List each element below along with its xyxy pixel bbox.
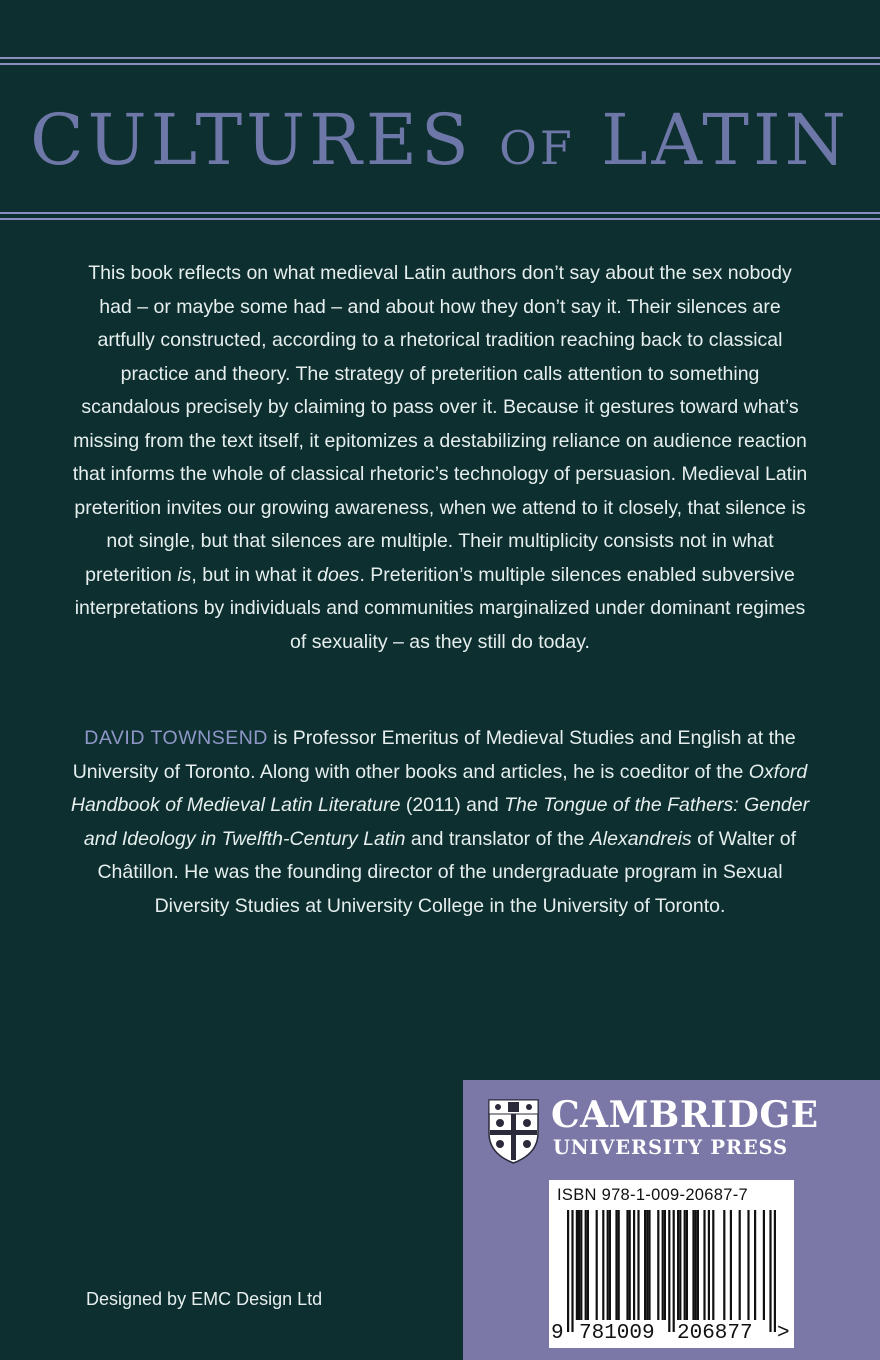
- barcode-bar: [615, 1210, 617, 1320]
- barcode-bar: [723, 1210, 725, 1320]
- barcode-bar: [739, 1210, 741, 1320]
- barcode-bar: [607, 1210, 609, 1320]
- barcode-bar: [644, 1210, 646, 1320]
- barcode-guard-bar: [769, 1210, 771, 1332]
- barcode-bar: [662, 1210, 664, 1320]
- barcode-right-digits: 206877: [677, 1322, 753, 1345]
- series-word-latin: LATIN: [601, 99, 850, 181]
- barcode-guard-bar: [673, 1210, 675, 1332]
- barcode-bar: [637, 1210, 639, 1320]
- barcode-bar: [626, 1210, 628, 1320]
- publisher-panel: [463, 1080, 880, 1360]
- barcode-bar: [580, 1210, 582, 1320]
- barcode-bar: [692, 1210, 694, 1320]
- series-word-cultures: CULTURES: [30, 99, 473, 181]
- barcode-bar: [686, 1210, 688, 1320]
- barcode-digits: [549, 1322, 794, 1348]
- barcode-bar: [747, 1210, 749, 1320]
- barcode-guard-bar: [571, 1210, 573, 1332]
- barcode-bar: [695, 1210, 697, 1320]
- barcode-bar: [708, 1210, 710, 1320]
- barcode-bar: [596, 1210, 598, 1320]
- barcode-guard-bar: [668, 1210, 670, 1332]
- barcode-bar: [712, 1210, 714, 1320]
- barcode-bar: [763, 1210, 765, 1320]
- author-name: DAVID TOWNSEND: [84, 727, 268, 749]
- barcode-bar: [754, 1210, 756, 1320]
- top-rule-1: [0, 57, 880, 59]
- barcode-bar: [578, 1210, 580, 1320]
- bottom-rule-2: [0, 218, 880, 220]
- barcode-bar: [684, 1210, 686, 1320]
- barcode-bar: [576, 1210, 578, 1320]
- barcode-bar: [629, 1210, 631, 1320]
- barcode-bar: [602, 1210, 604, 1320]
- barcode-end-mark: >: [777, 1322, 790, 1345]
- barcode-bar: [618, 1210, 620, 1320]
- publisher-name: CAMBRIDGE: [551, 1094, 819, 1136]
- barcode-bar: [648, 1210, 650, 1320]
- barcode-bar: [677, 1210, 679, 1320]
- designer-credit: Designed by EMC Design Ltd: [86, 1289, 323, 1309]
- barcode-bar: [585, 1210, 587, 1320]
- barcode-bar: [657, 1210, 659, 1320]
- barcode-bar: [664, 1210, 666, 1320]
- barcode-bar: [633, 1210, 635, 1320]
- barcode-bar: [679, 1210, 681, 1320]
- barcode-bar: [646, 1210, 648, 1320]
- top-rule-2: [0, 63, 880, 65]
- barcode-bar: [730, 1210, 732, 1320]
- series-title: [0, 98, 880, 190]
- barcode-lead-digit: 9: [551, 1322, 564, 1345]
- barcode-bar: [609, 1210, 611, 1320]
- barcode-left-digits: 781009: [579, 1322, 655, 1345]
- barcode-box: [549, 1180, 794, 1348]
- cambridge-crest-icon: [486, 1097, 541, 1165]
- author-bio: DAVID TOWNSEND is Professor Emeritus of Medieval Studies and English at the University of Toronto. Along with other books and articles, he is coeditor of the Oxford Handbook of Medieval Latin Literature (2011) and The Tongue of the Fathers: Gender and Ideology in Twelfth-Century Latin and translator of the Alexandreis of Walter of Châtillon. He was the founding director of the undergraduate program in Sexual Diversity Studies at University College in the University of Toronto.: [70, 727, 810, 917]
- barcode-bar: [703, 1210, 705, 1320]
- book-blurb: This book reflects on what medieval Latin authors don’t say about the sex nobody had – or maybe some had – and about how they don’t say it. Their silences are artfully constructed, according to a rhetorical tradition reaching back to classical practice and theory. The strategy of preterition calls attention to something scandalous precisely by claiming to pass over it. Because it gestures toward what’s missing from the text itself, it epitomizes a destabilizing reliance on audience reaction that informs the whole of classical rhetoric’s technology of persuasion. Medieval Latin preterition invites our growing awareness, when we attend to it closely, that silence is not single, but that silences are multiple. Their multiplicity consists not in what preterition is, but in what it does. Preterition’s multiple silences enabled subversive interpretations by individuals and communities marginalized under dominant regimes of sexuality – as they still do today.: [72, 262, 808, 653]
- barcode-guard-bar: [774, 1210, 776, 1332]
- series-word-of: OF: [499, 121, 575, 175]
- publisher-subname: UNIVERSITY PRESS: [553, 1136, 788, 1159]
- isbn-label: ISBN 978-1-009-20687-7: [557, 1186, 748, 1204]
- barcode-bar: [697, 1210, 699, 1320]
- barcode-guard-bar: [567, 1210, 569, 1332]
- bottom-rule-1: [0, 212, 880, 214]
- barcode-bar: [587, 1210, 589, 1320]
